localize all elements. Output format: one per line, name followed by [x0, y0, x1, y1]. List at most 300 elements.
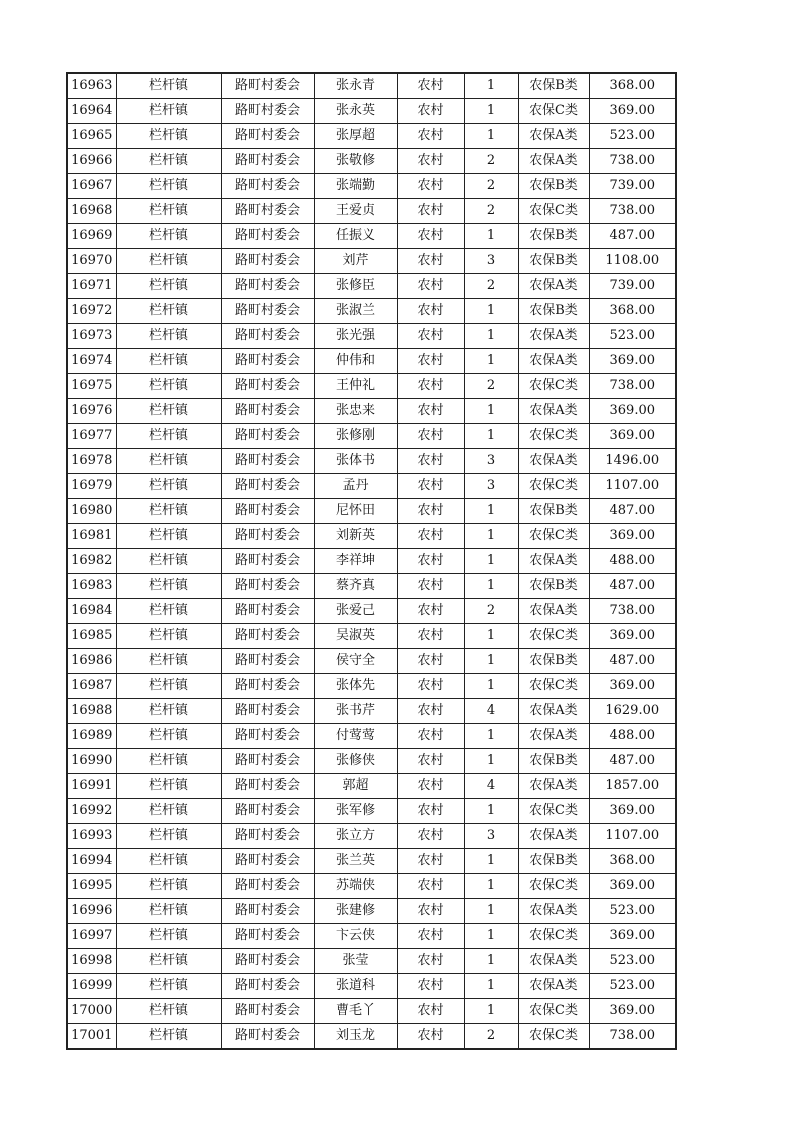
town-cell: 栏杆镇 [116, 849, 221, 874]
name-cell: 张淑兰 [314, 299, 397, 324]
insurance-class-cell: 农保B类 [518, 574, 589, 599]
people-count-cell: 1 [464, 999, 518, 1024]
row-id-cell: 16983 [67, 574, 116, 599]
insurance-class-cell: 农保C类 [518, 624, 589, 649]
amount-cell: 738.00 [589, 149, 676, 174]
town-cell: 栏杆镇 [116, 374, 221, 399]
row-id-cell: 16995 [67, 874, 116, 899]
amount-cell: 369.00 [589, 799, 676, 824]
town-cell: 栏杆镇 [116, 174, 221, 199]
household-type-cell: 农村 [397, 349, 464, 374]
table-row [67, 899, 676, 924]
insurance-class-cell: 农保C类 [518, 199, 589, 224]
household-type-cell: 农村 [397, 974, 464, 999]
household-type-cell: 农村 [397, 524, 464, 549]
household-type-cell: 农村 [397, 73, 464, 99]
village-cell: 路町村委会 [221, 124, 314, 149]
village-cell: 路町村委会 [221, 599, 314, 624]
town-cell: 栏杆镇 [116, 524, 221, 549]
insurance-class-cell: 农保A类 [518, 399, 589, 424]
town-cell: 栏杆镇 [116, 424, 221, 449]
insurance-class-cell: 农保C类 [518, 424, 589, 449]
village-cell: 路町村委会 [221, 174, 314, 199]
name-cell: 张忠来 [314, 399, 397, 424]
table-row [67, 874, 676, 899]
table-row [67, 749, 676, 774]
name-cell: 苏端侠 [314, 874, 397, 899]
name-cell: 刘玉龙 [314, 1024, 397, 1050]
village-cell: 路町村委会 [221, 349, 314, 374]
town-cell: 栏杆镇 [116, 824, 221, 849]
household-type-cell: 农村 [397, 274, 464, 299]
row-id-cell: 16988 [67, 699, 116, 724]
insurance-class-cell: 农保B类 [518, 849, 589, 874]
amount-cell: 1857.00 [589, 774, 676, 799]
town-cell: 栏杆镇 [116, 149, 221, 174]
row-id-cell: 16970 [67, 249, 116, 274]
village-cell: 路町村委会 [221, 874, 314, 899]
village-cell: 路町村委会 [221, 449, 314, 474]
town-cell: 栏杆镇 [116, 874, 221, 899]
people-count-cell: 2 [464, 174, 518, 199]
town-cell: 栏杆镇 [116, 924, 221, 949]
village-cell: 路町村委会 [221, 974, 314, 999]
name-cell: 张爱己 [314, 599, 397, 624]
name-cell: 李祥坤 [314, 549, 397, 574]
household-type-cell: 农村 [397, 624, 464, 649]
village-cell: 路町村委会 [221, 224, 314, 249]
amount-cell: 369.00 [589, 424, 676, 449]
household-type-cell: 农村 [397, 599, 464, 624]
insurance-class-cell: 农保A类 [518, 699, 589, 724]
people-count-cell: 1 [464, 299, 518, 324]
people-count-cell: 1 [464, 624, 518, 649]
insurance-class-cell: 农保B类 [518, 249, 589, 274]
household-type-cell: 农村 [397, 99, 464, 124]
table-row [67, 349, 676, 374]
village-cell: 路町村委会 [221, 849, 314, 874]
row-id-cell: 16964 [67, 99, 116, 124]
amount-cell: 1107.00 [589, 474, 676, 499]
table-row [67, 774, 676, 799]
insurance-class-cell: 农保C类 [518, 524, 589, 549]
amount-cell: 368.00 [589, 849, 676, 874]
town-cell: 栏杆镇 [116, 474, 221, 499]
amount-cell: 369.00 [589, 674, 676, 699]
name-cell: 蔡齐真 [314, 574, 397, 599]
table-row [67, 974, 676, 999]
table-body [67, 73, 676, 1049]
insurance-class-cell: 农保C类 [518, 999, 589, 1024]
name-cell: 张莹 [314, 949, 397, 974]
table-row [67, 724, 676, 749]
amount-cell: 488.00 [589, 724, 676, 749]
village-cell: 路町村委会 [221, 149, 314, 174]
village-cell: 路町村委会 [221, 299, 314, 324]
household-type-cell: 农村 [397, 499, 464, 524]
people-count-cell: 1 [464, 749, 518, 774]
insurance-class-cell: 农保A类 [518, 124, 589, 149]
household-type-cell: 农村 [397, 949, 464, 974]
row-id-cell: 16979 [67, 474, 116, 499]
town-cell: 栏杆镇 [116, 549, 221, 574]
town-cell: 栏杆镇 [116, 949, 221, 974]
town-cell: 栏杆镇 [116, 974, 221, 999]
insurance-class-cell: 农保B类 [518, 749, 589, 774]
table-row [67, 624, 676, 649]
people-count-cell: 1 [464, 124, 518, 149]
village-cell: 路町村委会 [221, 199, 314, 224]
table-row [67, 499, 676, 524]
people-count-cell: 1 [464, 349, 518, 374]
people-count-cell: 3 [464, 474, 518, 499]
amount-cell: 369.00 [589, 99, 676, 124]
town-cell: 栏杆镇 [116, 249, 221, 274]
name-cell: 任振义 [314, 224, 397, 249]
row-id-cell: 16993 [67, 824, 116, 849]
insurance-class-cell: 农保A类 [518, 824, 589, 849]
name-cell: 张厚超 [314, 124, 397, 149]
town-cell: 栏杆镇 [116, 574, 221, 599]
people-count-cell: 2 [464, 274, 518, 299]
row-id-cell: 17001 [67, 1024, 116, 1050]
name-cell: 仲伟和 [314, 349, 397, 374]
name-cell: 侯守全 [314, 649, 397, 674]
household-type-cell: 农村 [397, 924, 464, 949]
village-cell: 路町村委会 [221, 824, 314, 849]
people-count-cell: 1 [464, 849, 518, 874]
household-type-cell: 农村 [397, 249, 464, 274]
table-row [67, 99, 676, 124]
row-id-cell: 16969 [67, 224, 116, 249]
insurance-class-cell: 农保B类 [518, 174, 589, 199]
town-cell: 栏杆镇 [116, 599, 221, 624]
village-cell: 路町村委会 [221, 73, 314, 99]
town-cell: 栏杆镇 [116, 199, 221, 224]
people-count-cell: 1 [464, 974, 518, 999]
village-cell: 路町村委会 [221, 649, 314, 674]
people-count-cell: 1 [464, 874, 518, 899]
amount-cell: 523.00 [589, 124, 676, 149]
insurance-class-cell: 农保A类 [518, 324, 589, 349]
village-cell: 路町村委会 [221, 99, 314, 124]
table-row [67, 574, 676, 599]
insurance-class-cell: 农保C类 [518, 374, 589, 399]
village-cell: 路町村委会 [221, 924, 314, 949]
insurance-class-cell: 农保A类 [518, 549, 589, 574]
village-cell: 路町村委会 [221, 1024, 314, 1050]
village-cell: 路町村委会 [221, 624, 314, 649]
row-id-cell: 16982 [67, 549, 116, 574]
town-cell: 栏杆镇 [116, 749, 221, 774]
row-id-cell: 16987 [67, 674, 116, 699]
insurance-class-cell: 农保A类 [518, 974, 589, 999]
row-id-cell: 16966 [67, 149, 116, 174]
table-row [67, 474, 676, 499]
amount-cell: 1496.00 [589, 449, 676, 474]
village-cell: 路町村委会 [221, 549, 314, 574]
town-cell: 栏杆镇 [116, 399, 221, 424]
household-type-cell: 农村 [397, 824, 464, 849]
household-type-cell: 农村 [397, 549, 464, 574]
row-id-cell: 16972 [67, 299, 116, 324]
name-cell: 张光强 [314, 324, 397, 349]
town-cell: 栏杆镇 [116, 699, 221, 724]
name-cell: 王仲礼 [314, 374, 397, 399]
name-cell: 张敬修 [314, 149, 397, 174]
amount-cell: 368.00 [589, 73, 676, 99]
insurance-class-cell: 农保C类 [518, 799, 589, 824]
table-row [67, 174, 676, 199]
row-id-cell: 16994 [67, 849, 116, 874]
insurance-class-cell: 农保C类 [518, 474, 589, 499]
name-cell: 张兰英 [314, 849, 397, 874]
town-cell: 栏杆镇 [116, 499, 221, 524]
people-count-cell: 1 [464, 99, 518, 124]
household-type-cell: 农村 [397, 874, 464, 899]
village-cell: 路町村委会 [221, 524, 314, 549]
row-id-cell: 16974 [67, 349, 116, 374]
people-count-cell: 2 [464, 199, 518, 224]
amount-cell: 1629.00 [589, 699, 676, 724]
household-type-cell: 农村 [397, 674, 464, 699]
table-row [67, 249, 676, 274]
name-cell: 刘芹 [314, 249, 397, 274]
table-row [67, 73, 676, 99]
table-row [67, 524, 676, 549]
row-id-cell: 16996 [67, 899, 116, 924]
table-row [67, 999, 676, 1024]
table-row [67, 299, 676, 324]
household-type-cell: 农村 [397, 124, 464, 149]
name-cell: 卞云侠 [314, 924, 397, 949]
row-id-cell: 16976 [67, 399, 116, 424]
amount-cell: 369.00 [589, 924, 676, 949]
amount-cell: 488.00 [589, 549, 676, 574]
amount-cell: 523.00 [589, 324, 676, 349]
name-cell: 张书芹 [314, 699, 397, 724]
insurance-class-cell: 农保A类 [518, 599, 589, 624]
row-id-cell: 16978 [67, 449, 116, 474]
town-cell: 栏杆镇 [116, 999, 221, 1024]
table-row [67, 274, 676, 299]
household-type-cell: 农村 [397, 649, 464, 674]
town-cell: 栏杆镇 [116, 674, 221, 699]
amount-cell: 523.00 [589, 974, 676, 999]
village-cell: 路町村委会 [221, 324, 314, 349]
insurance-class-cell: 农保A类 [518, 724, 589, 749]
town-cell: 栏杆镇 [116, 1024, 221, 1050]
amount-cell: 487.00 [589, 224, 676, 249]
insurance-class-cell: 农保C类 [518, 1024, 589, 1050]
town-cell: 栏杆镇 [116, 124, 221, 149]
household-type-cell: 农村 [397, 999, 464, 1024]
village-cell: 路町村委会 [221, 949, 314, 974]
row-id-cell: 16985 [67, 624, 116, 649]
people-count-cell: 3 [464, 249, 518, 274]
insurance-class-cell: 农保A类 [518, 949, 589, 974]
amount-cell: 369.00 [589, 624, 676, 649]
row-id-cell: 16968 [67, 199, 116, 224]
name-cell: 刘新英 [314, 524, 397, 549]
name-cell: 张军修 [314, 799, 397, 824]
name-cell: 付莺莺 [314, 724, 397, 749]
town-cell: 栏杆镇 [116, 899, 221, 924]
name-cell: 张体书 [314, 449, 397, 474]
row-id-cell: 16999 [67, 974, 116, 999]
insurance-class-cell: 农保A类 [518, 349, 589, 374]
table-row [67, 849, 676, 874]
insurance-class-cell: 农保A类 [518, 449, 589, 474]
village-cell: 路町村委会 [221, 699, 314, 724]
row-id-cell: 16992 [67, 799, 116, 824]
people-count-cell: 1 [464, 424, 518, 449]
amount-cell: 1107.00 [589, 824, 676, 849]
row-id-cell: 16991 [67, 774, 116, 799]
insurance-class-cell: 农保A类 [518, 149, 589, 174]
household-type-cell: 农村 [397, 899, 464, 924]
name-cell: 吴淑英 [314, 624, 397, 649]
row-id-cell: 16998 [67, 949, 116, 974]
village-cell: 路町村委会 [221, 724, 314, 749]
town-cell: 栏杆镇 [116, 724, 221, 749]
amount-cell: 369.00 [589, 399, 676, 424]
table-row [67, 449, 676, 474]
household-type-cell: 农村 [397, 474, 464, 499]
people-count-cell: 1 [464, 724, 518, 749]
household-type-cell: 农村 [397, 224, 464, 249]
people-count-cell: 1 [464, 549, 518, 574]
table-row [67, 124, 676, 149]
village-cell: 路町村委会 [221, 999, 314, 1024]
name-cell: 张修刚 [314, 424, 397, 449]
village-cell: 路町村委会 [221, 274, 314, 299]
people-count-cell: 1 [464, 499, 518, 524]
table-row [67, 949, 676, 974]
name-cell: 张体先 [314, 674, 397, 699]
name-cell: 郭超 [314, 774, 397, 799]
household-type-cell: 农村 [397, 724, 464, 749]
household-type-cell: 农村 [397, 574, 464, 599]
town-cell: 栏杆镇 [116, 274, 221, 299]
amount-cell: 1108.00 [589, 249, 676, 274]
household-type-cell: 农村 [397, 324, 464, 349]
row-id-cell: 16990 [67, 749, 116, 774]
household-type-cell: 农村 [397, 699, 464, 724]
people-count-cell: 4 [464, 774, 518, 799]
table-row [67, 399, 676, 424]
name-cell: 王爱贞 [314, 199, 397, 224]
insurance-class-cell: 农保B类 [518, 73, 589, 99]
people-count-cell: 2 [464, 1024, 518, 1050]
row-id-cell: 16981 [67, 524, 116, 549]
insurance-class-cell: 农保C类 [518, 99, 589, 124]
amount-cell: 487.00 [589, 649, 676, 674]
people-count-cell: 3 [464, 449, 518, 474]
household-type-cell: 农村 [397, 424, 464, 449]
table-row [67, 1024, 676, 1050]
household-type-cell: 农村 [397, 774, 464, 799]
town-cell: 栏杆镇 [116, 224, 221, 249]
village-cell: 路町村委会 [221, 774, 314, 799]
village-cell: 路町村委会 [221, 499, 314, 524]
town-cell: 栏杆镇 [116, 774, 221, 799]
people-count-cell: 4 [464, 699, 518, 724]
name-cell: 张永青 [314, 73, 397, 99]
amount-cell: 487.00 [589, 749, 676, 774]
household-type-cell: 农村 [397, 149, 464, 174]
household-type-cell: 农村 [397, 799, 464, 824]
row-id-cell: 16967 [67, 174, 116, 199]
name-cell: 张道科 [314, 974, 397, 999]
table-row [67, 549, 676, 574]
amount-cell: 487.00 [589, 574, 676, 599]
insurance-class-cell: 农保A类 [518, 274, 589, 299]
town-cell: 栏杆镇 [116, 649, 221, 674]
name-cell: 张永英 [314, 99, 397, 124]
household-type-cell: 农村 [397, 174, 464, 199]
village-cell: 路町村委会 [221, 674, 314, 699]
amount-cell: 369.00 [589, 999, 676, 1024]
people-count-cell: 1 [464, 73, 518, 99]
table-row [67, 374, 676, 399]
people-count-cell: 1 [464, 899, 518, 924]
amount-cell: 369.00 [589, 349, 676, 374]
row-id-cell: 16975 [67, 374, 116, 399]
row-id-cell: 16984 [67, 599, 116, 624]
people-count-cell: 1 [464, 799, 518, 824]
town-cell: 栏杆镇 [116, 73, 221, 99]
amount-cell: 369.00 [589, 874, 676, 899]
household-type-cell: 农村 [397, 849, 464, 874]
town-cell: 栏杆镇 [116, 449, 221, 474]
table-row [67, 699, 676, 724]
insurance-class-cell: 农保B类 [518, 649, 589, 674]
row-id-cell: 16965 [67, 124, 116, 149]
row-id-cell: 17000 [67, 999, 116, 1024]
people-count-cell: 1 [464, 649, 518, 674]
table-row [67, 224, 676, 249]
people-count-cell: 1 [464, 674, 518, 699]
village-cell: 路町村委会 [221, 749, 314, 774]
row-id-cell: 16971 [67, 274, 116, 299]
amount-cell: 739.00 [589, 174, 676, 199]
row-id-cell: 16977 [67, 424, 116, 449]
amount-cell: 738.00 [589, 599, 676, 624]
household-type-cell: 农村 [397, 449, 464, 474]
insurance-class-cell: 农保C类 [518, 874, 589, 899]
amount-cell: 523.00 [589, 899, 676, 924]
village-cell: 路町村委会 [221, 799, 314, 824]
town-cell: 栏杆镇 [116, 624, 221, 649]
people-count-cell: 1 [464, 574, 518, 599]
village-cell: 路町村委会 [221, 899, 314, 924]
insurance-class-cell: 农保B类 [518, 224, 589, 249]
table-row [67, 649, 676, 674]
row-id-cell: 16963 [67, 73, 116, 99]
amount-cell: 738.00 [589, 374, 676, 399]
table-row [67, 799, 676, 824]
town-cell: 栏杆镇 [116, 799, 221, 824]
people-count-cell: 2 [464, 599, 518, 624]
row-id-cell: 16973 [67, 324, 116, 349]
people-count-cell: 2 [464, 374, 518, 399]
village-cell: 路町村委会 [221, 574, 314, 599]
insurance-class-cell: 农保B类 [518, 299, 589, 324]
amount-cell: 369.00 [589, 524, 676, 549]
allowance-table [66, 72, 677, 1050]
village-cell: 路町村委会 [221, 374, 314, 399]
